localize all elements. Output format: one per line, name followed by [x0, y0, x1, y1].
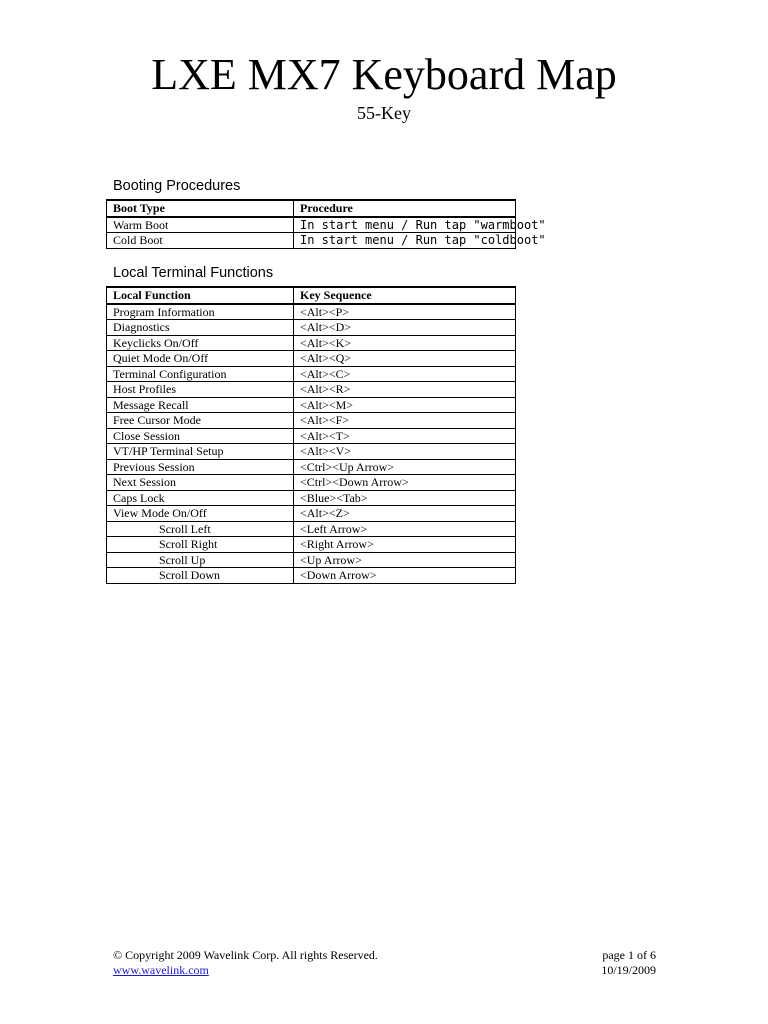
local-functions-heading: Local Terminal Functions [113, 265, 274, 281]
function-cell: Program Information [107, 304, 294, 320]
function-cell: Diagnostics [107, 320, 294, 336]
table-row [107, 335, 516, 351]
function-cell: Close Session [107, 428, 294, 444]
table-row [107, 304, 516, 320]
document-date: 10/19/2009 [601, 962, 656, 977]
key-sequence-cell: <Up Arrow> [294, 552, 516, 568]
function-cell: Next Session [107, 475, 294, 491]
table-row [107, 382, 516, 398]
table-row [107, 320, 516, 336]
function-cell: Host Profiles [107, 382, 294, 398]
key-sequence-cell: <Alt><F> [294, 413, 516, 429]
function-cell: Scroll Left [107, 521, 294, 537]
key-sequence-cell: <Down Arrow> [294, 568, 516, 584]
key-sequence-cell: <Ctrl><Down Arrow> [294, 475, 516, 491]
function-cell: VT/HP Terminal Setup [107, 444, 294, 460]
website-link[interactable]: www.wavelink.com [113, 962, 209, 977]
key-sequence-cell: <Alt><Q> [294, 351, 516, 367]
footer-left [113, 948, 378, 977]
booting-heading: Booting Procedures [113, 178, 241, 194]
function-cell: Caps Lock [107, 490, 294, 506]
table-header-row [107, 287, 516, 304]
key-sequence-cell: <Alt><P> [294, 304, 516, 320]
function-cell: Quiet Mode On/Off [107, 351, 294, 367]
function-cell: Scroll Right [107, 537, 294, 553]
function-cell: Scroll Down [107, 568, 294, 584]
table-row [107, 366, 516, 382]
column-header: Boot Type [107, 200, 294, 217]
table-row [107, 233, 516, 249]
key-sequence-cell: <Alt><D> [294, 320, 516, 336]
table-row [107, 490, 516, 506]
column-header: Procedure [294, 200, 516, 217]
table-row [107, 521, 516, 537]
table-row [107, 397, 516, 413]
key-sequence-cell: <Ctrl><Up Arrow> [294, 459, 516, 475]
table-row [107, 459, 516, 475]
page-title: LXE MX7 Keyboard Map [151, 50, 617, 99]
boot-type-cell: Warm Boot [107, 217, 294, 233]
key-sequence-cell: <Alt><C> [294, 366, 516, 382]
key-sequence-cell: <Alt><Z> [294, 506, 516, 522]
key-sequence-cell: <Alt><R> [294, 382, 516, 398]
table-row [107, 217, 516, 233]
function-cell: Scroll Up [107, 552, 294, 568]
table-row [107, 552, 516, 568]
booting-table [106, 199, 546, 249]
key-sequence-cell: <Left Arrow> [294, 521, 516, 537]
table-row [107, 568, 516, 584]
function-cell: Terminal Configuration [107, 366, 294, 382]
page-subtitle: 55-Key [357, 103, 411, 123]
table-row [107, 537, 516, 553]
copyright-text: © Copyright 2009 Wavelink Corp. All rights Reserved. [113, 948, 378, 962]
table-row [107, 428, 516, 444]
function-cell: Message Recall [107, 397, 294, 413]
column-header: Local Function [107, 287, 294, 304]
table-row [107, 444, 516, 460]
key-sequence-cell: <Alt><K> [294, 335, 516, 351]
function-cell: Free Cursor Mode [107, 413, 294, 429]
key-sequence-cell: <Right Arrow> [294, 537, 516, 553]
table-row [107, 351, 516, 367]
procedure-cell: In start menu / Run tap "warmboot" [294, 217, 516, 233]
table-row [107, 475, 516, 491]
key-sequence-cell: <Alt><T> [294, 428, 516, 444]
footer-right [601, 948, 656, 977]
table-row [107, 506, 516, 522]
key-sequence-cell: <Alt><V> [294, 444, 516, 460]
local-functions-table [106, 286, 516, 584]
key-sequence-cell: <Blue><Tab> [294, 490, 516, 506]
table-row [107, 413, 516, 429]
page-number: page 1 of 6 [602, 948, 656, 962]
function-cell: Keyclicks On/Off [107, 335, 294, 351]
function-cell: Previous Session [107, 459, 294, 475]
procedure-cell: In start menu / Run tap "coldboot" [294, 233, 516, 249]
table-header-row [107, 200, 516, 217]
function-cell: View Mode On/Off [107, 506, 294, 522]
column-header: Key Sequence [294, 287, 516, 304]
boot-type-cell: Cold Boot [107, 233, 294, 249]
key-sequence-cell: <Alt><M> [294, 397, 516, 413]
